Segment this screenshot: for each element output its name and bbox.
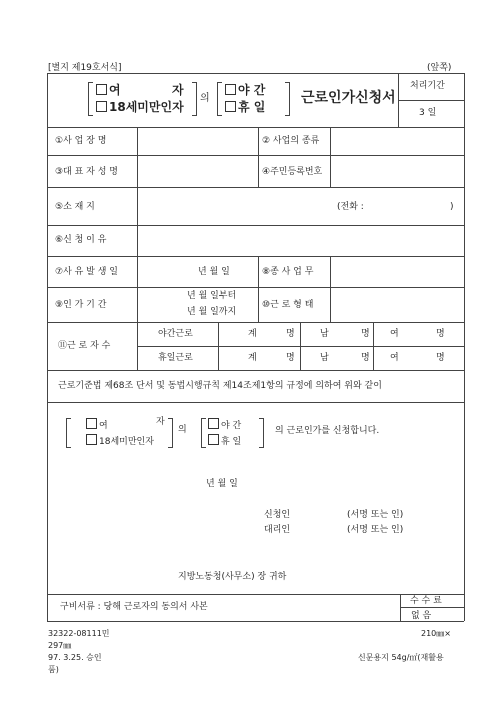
total-label: 계: [248, 353, 257, 363]
male-label: 남: [320, 329, 329, 339]
applicant-signature-field[interactable]: (서명 또는 인): [347, 510, 404, 520]
checkbox-icon: [225, 84, 236, 95]
reason-field[interactable]: [139, 228, 462, 254]
agent-label: 대리인: [264, 525, 291, 535]
duty-field[interactable]: [332, 259, 462, 285]
company-name-label: ①사 업 장 명: [55, 136, 107, 146]
work-holiday-label: 휴 일: [238, 100, 266, 114]
company-name-field[interactable]: [139, 129, 256, 153]
paper-size-height: 297㎜: [48, 641, 72, 650]
approval-period-label: ⑨인 가 기 간: [55, 300, 107, 310]
recipient-line: 지방노동청(사무소) 장 귀하: [178, 572, 287, 582]
agent-signature-field[interactable]: (서명 또는 인): [347, 525, 404, 535]
page-side-label: (앞쪽): [427, 63, 452, 73]
period-to-field[interactable]: 년 월 일까지: [187, 307, 237, 317]
checkbox-icon: [225, 101, 236, 112]
female-label: 여: [390, 329, 399, 339]
statement-night-option[interactable]: [208, 418, 241, 431]
unit-label: 명: [436, 353, 445, 363]
representative-name-field[interactable]: [139, 158, 256, 185]
required-documents: 구비서류 : 당해 근로자의 동의서 사본: [60, 602, 208, 612]
phone-label: (전화 :: [337, 202, 364, 212]
form-code: 32322-08111민: [48, 629, 110, 638]
work-form-label: ⑩근 로 형 태: [262, 300, 314, 310]
statement-connector: 의: [178, 425, 187, 435]
reason-label: ⑥신 청 이 유: [55, 235, 107, 245]
address-field[interactable]: [139, 190, 462, 223]
statement-female-label: 여: [99, 421, 108, 431]
work-night-label: 야 간: [238, 83, 266, 97]
business-type-label: ② 사업의 종류: [262, 136, 320, 146]
night-work-label: 야간근로: [158, 329, 193, 339]
type-minor-label: 18세미만인자: [109, 100, 184, 114]
checkbox-icon: [86, 434, 97, 445]
paper-spec-end: 품): [48, 665, 59, 674]
application-date[interactable]: 년 월 일: [206, 479, 238, 489]
occurrence-date-field[interactable]: 년 월 일: [198, 267, 230, 277]
holiday-work-label: 휴일근로: [158, 353, 193, 363]
form-number: [별지 제19호서식]: [48, 63, 122, 73]
statement-minor-option[interactable]: [86, 434, 154, 447]
apply-statement: 의 근로인가를 신청합니다.: [275, 426, 380, 436]
fee-value: 없 음: [411, 611, 432, 621]
type-minor-option[interactable]: [96, 101, 184, 113]
total-label: 계: [248, 329, 257, 339]
unit-label: 명: [436, 329, 445, 339]
type-female-label: 여: [109, 83, 121, 97]
address-label: ⑤소 재 지: [55, 202, 95, 212]
type-female-label-end: 자: [172, 83, 184, 97]
statement-minor-label: 18세미만인자: [99, 437, 154, 447]
connector-text: 의: [200, 93, 210, 104]
statement-holiday-option[interactable]: [208, 434, 241, 447]
duty-label: ⑧종 사 업 무: [262, 267, 314, 277]
unit-label: 명: [286, 353, 295, 363]
approval-date: 97. 3.25. 승인: [48, 653, 102, 662]
representative-name-label: ③대 표 자 성 명: [55, 167, 118, 177]
form-title: 근로인가신청서: [301, 90, 396, 106]
checkbox-icon: [96, 101, 107, 112]
statement-holiday-label: 휴 일: [221, 437, 242, 447]
unit-label: 명: [286, 329, 295, 339]
checkbox-icon: [96, 84, 107, 95]
statement-night-label: 야 간: [221, 421, 242, 431]
statement-female-option[interactable]: [86, 418, 108, 431]
phone-close: ): [450, 202, 454, 212]
law-statement: 근로기준법 제68조 단서 및 동법시행규칙 제14조제1항의 규정에 의하여 위와 같이: [58, 381, 382, 391]
period-from-field[interactable]: 년 월 일부터: [187, 291, 237, 301]
processing-period-value: 3 일: [419, 108, 437, 118]
checkbox-icon: [208, 434, 219, 445]
male-label: 남: [320, 353, 329, 363]
applicant-label: 신청인: [264, 510, 291, 520]
worker-count-label: ⑪근 로 자 수: [58, 341, 111, 351]
resident-number-label: ④주민등록번호: [262, 167, 323, 177]
work-night-option[interactable]: [225, 84, 265, 96]
statement-female-label-end: 자: [156, 417, 165, 427]
processing-period-label: 처리기간: [410, 81, 445, 91]
business-type-field[interactable]: [332, 129, 462, 153]
resident-number-field[interactable]: [332, 158, 462, 185]
occurrence-date-label: ⑦사 유 발 생 일: [55, 267, 118, 277]
checkbox-icon: [208, 418, 219, 429]
work-form-field[interactable]: [332, 290, 462, 320]
work-holiday-option[interactable]: [225, 101, 265, 113]
female-label: 여: [390, 353, 399, 363]
unit-label: 명: [361, 353, 370, 363]
fee-label: 수 수 료: [410, 596, 442, 606]
checkbox-icon: [86, 418, 97, 429]
type-female-option[interactable]: [96, 84, 121, 96]
paper-size: 210㎜×: [421, 629, 451, 638]
unit-label: 명: [361, 329, 370, 339]
paper-spec: 신문용지 54g/㎡(재활용: [358, 653, 444, 662]
